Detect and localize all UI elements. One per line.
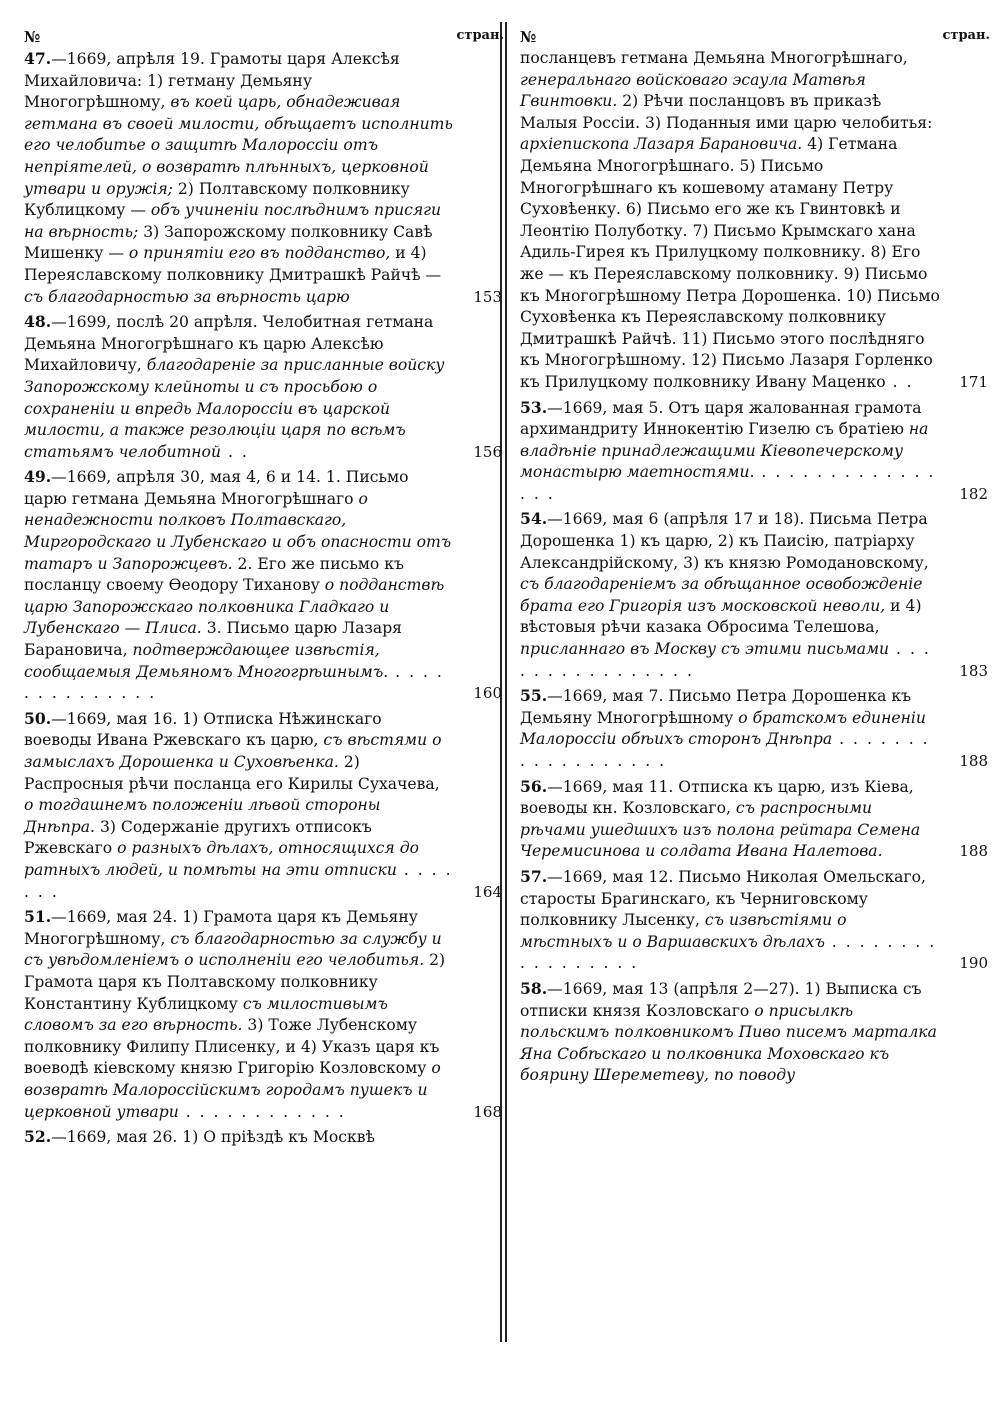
entry-summary: о тогдашнемъ положеніи лѣвой стороны Днѣпра.	[24, 796, 381, 836]
entry-summary: о разныхъ дѣлахъ, относящихся до ратныхъ людей, и помѣты на эти отписки	[24, 839, 419, 879]
entry-summary: съ извѣстіями о мѣстныхъ и о Варшавскихъ дѣлахъ	[520, 911, 847, 951]
entry-summary: подтверждающее извѣстія, сообщаемыя Демьяномъ Многогрѣшнымъ.	[24, 641, 389, 681]
right-column	[520, 28, 992, 1090]
entry-text: 3. Письмо царю Лазаря Барановича,	[24, 619, 403, 660]
entry-text: 3) Содержаніе другихъ отписокъ Ржевскаго	[24, 817, 372, 858]
leader-dots: . . . . . . . . . . . . . . . . . .	[520, 730, 930, 770]
entry-summary: съ вѣстями о замыслахъ Дорошенка и Суховѣенка.	[24, 731, 442, 771]
entry-summary: въ коей царь, обнадеживая гетмана въ своей милости, обѣщаетъ исполнить его челобитье о защитѣ Малороссіи отъ непріятелей, о возвратѣ плѣнныхъ, церковной утвари и оружія;	[24, 93, 453, 198]
left-column	[24, 28, 506, 1152]
entry-text: 3) Запорожскому полковнику Савѣ Мишенку —	[24, 222, 433, 263]
entry-summary: присланнаго въ Москву съ этими письмами	[520, 640, 890, 659]
page-number: 190	[959, 954, 988, 973]
toc-entry	[24, 311, 506, 463]
entry-text: —1669, мая 24. 1) Грамота царя къ Демьяну Многогрѣшному,	[24, 908, 418, 948]
entry-text: посланцевъ гетмана Демьяна Многогрѣшнаго,	[520, 49, 908, 67]
leader-dots: . .	[221, 442, 249, 461]
toc-entry	[24, 1126, 506, 1149]
entry-number: 55.	[520, 686, 548, 706]
entry-text: 4) Гетмана Демьяна Многогрѣшнаго. 5) Письмо Многогрѣшнаго къ кошевому атаману Петру Суховѣенку. 6) Письмо его же къ Гвинтовкѣ и Леонтію Полуботку. 7) Письмо Крымскаго хана Адиль-Гирея къ Прилуцкому полковнику. 8) Его же — къ Переяславскому полковнику. 9) Письмо къ Многогрѣшному Петра Дорошенка. 10) Письмо Суховѣенка къ Переяславскому полковнику Дмитрашкѣ Райчѣ. 11) Письмо этого послѣдняго къ Многогрѣшному. 12) Письмо Лазаря Горленко къ Прилуцкому полковнику Ивану Маценко	[520, 135, 940, 391]
entry-number: 57.	[520, 866, 548, 886]
toc-entry-continued	[520, 48, 992, 394]
entry-text: 2) Грамота царя къ Полтавскому полковнику Константину Кублицкому	[24, 951, 446, 1013]
entry-number: 47.	[24, 49, 52, 68]
entry-text: —1669, мая 16. 1) Отписка Нѣжинскаго воеводы Ивана Ржевскаго къ царю,	[24, 709, 382, 750]
toc-entry	[520, 397, 992, 506]
page-number: 156	[473, 442, 502, 461]
toc-entry	[520, 978, 992, 1087]
entry-number: 48.	[24, 312, 52, 332]
entry-text: 2) Полтавскому полковнику Кублицкому —	[24, 179, 410, 220]
entry-text: и 4) вѣстовыя рѣчи казака Обросима Телешова,	[520, 596, 922, 637]
entry-text: —1669, мая 5. Отъ царя жалованная грамота архимандриту Иннокентію Гизелю съ братіею	[520, 398, 922, 439]
entry-number: 56.	[520, 776, 548, 796]
entry-text: —1669, апрѣля 30, мая 4, 6 и 14. 1. Письмо царю гетмана Демьяна Многогрѣшнаго	[24, 468, 409, 508]
entry-summary: объ учиненіи послѣднимъ присяги на вѣрность;	[24, 201, 442, 241]
toc-entry	[520, 776, 992, 863]
leader-dots: . . . . . . . . . . . .	[178, 1102, 346, 1121]
entry-text: —1669, мая 6 (апрѣля 17 и 18). Письма Петра Дорошенка 1) къ царю, 2) къ Паисію, патріарху Александрійскому, 3) къ князю Ромодановскому,	[520, 510, 929, 572]
entry-number: 54.	[520, 509, 548, 529]
page-number: 188	[959, 842, 988, 861]
entry-summary: генеральнаго войсковаго эсаула Матвѣя Гвинтовки.	[520, 70, 866, 111]
entry-number: 49.	[24, 467, 52, 487]
entry-number: 51.	[24, 907, 52, 927]
entry-summary: о возвратѣ Малороссійскимъ городамъ пушекъ и церковной утвари	[24, 1059, 441, 1121]
page-number: 171	[959, 372, 988, 391]
entry-number: 50.	[24, 708, 52, 728]
entry-text: —1669, мая 7. Письмо Петра Дорошенка къ Демьяну Многогрѣшному	[520, 687, 911, 727]
page-number: 188	[959, 752, 988, 770]
entry-number: 58.	[520, 978, 548, 998]
page-number: 153	[473, 287, 502, 306]
page-number: 164	[473, 882, 502, 901]
entry-summary: съ благодареніемъ за обѣщанное освобожденіе брата его Григорія изъ московской неволи,	[520, 575, 923, 615]
page-heading: стран.	[942, 28, 990, 43]
leader-dots: . .	[885, 372, 914, 391]
toc-entry	[24, 48, 506, 308]
entry-text: 2. Его же письмо къ посланцу своему Ѳеодору Тиханову	[24, 554, 404, 595]
leader-dots: . . . . . . . . . . . . . . . .	[520, 463, 936, 503]
entry-summary: съ милостивымъ словомъ за его вѣрность.	[24, 994, 388, 1035]
toc-entry	[520, 508, 992, 682]
toc-entry	[24, 906, 506, 1123]
entry-summary: съ благодарностью за службу и съ увѣдомленіемъ о исполненіи его челобитья.	[24, 929, 442, 970]
entry-text: 3) Тоже Лубенскому полковнику Филипу Плисенку, и 4) Указъ царя къ воеводѣ кіевскому князю Григорію Козловскому	[24, 1016, 440, 1078]
entry-text: и 4) Переяславскому полковнику Дмитрашкѣ Райчѣ —	[24, 244, 442, 284]
entry-summary: благодареніе за присланные войску Запорожскому клейноты и съ просьбою о сохраненіи и впредь Малороссіи въ царской милости, а также резолюціи царя по всѣмъ статьямъ челобитной	[24, 356, 445, 461]
entry-text: —1669, мая 26. 1) О пріѣздѣ къ Москвѣ	[51, 1128, 375, 1147]
toc-entry	[520, 866, 992, 975]
entry-summary: о ненадежности полковъ Полтавскаго, Миргородскаго и Лубенскаго и объ опасности отъ татаръ и Запорожцевъ.	[24, 489, 452, 573]
entry-text: 2) Рѣчи посланцовъ въ приказѣ Малыя Россіи. 3) Поданныя ими царю челобитья:	[520, 92, 933, 132]
leader-dots: . . . . . . .	[24, 860, 453, 901]
entry-summary: о принятіи его въ подданство,	[128, 244, 391, 263]
page-number: 160	[473, 684, 502, 703]
leader-dots: . . . . . . . . . . . . . . . .	[520, 640, 931, 680]
number-heading: №	[520, 28, 537, 46]
page-number: 183	[959, 661, 988, 680]
entry-text: 2) Распросныя рѣчи посланца его Кирилы Сухачева,	[24, 753, 440, 793]
entry-summary: архіепископа Лазаря Барановича.	[520, 135, 803, 154]
column-header	[24, 28, 506, 48]
page-number: 182	[959, 484, 988, 503]
entry-text: —1669, мая 12. Письмо Николая Омельскаго, старосты Брагинскаго, къ Черниговскому полковнику Лысенку,	[520, 867, 926, 930]
toc-entry	[24, 708, 506, 903]
toc-entry	[520, 685, 992, 772]
entry-summary: о присылкѣ польскимъ полковникомъ Пиво писемъ марталка Яна Собѣскаго и полковника Моховскаго къ боярину Шереметеву, по поводу	[520, 1001, 937, 1085]
entry-summary: на владѣніе принадлежащими Кіевопечерскому монастырю маетностями.	[520, 420, 929, 482]
entry-number: 52.	[24, 1127, 52, 1147]
number-heading: №	[24, 28, 41, 46]
entry-summary: съ распросными рѣчами ушедшихъ изъ полона рейтара Семена Черемисинова и солдата Ивана Налетова.	[520, 799, 921, 861]
entry-summary: о подданствѣ царю Запорожскаго полковника Гладкаго и Лубенскаго — Плиса.	[24, 576, 445, 638]
entry-text: —1669, мая 13 (апрѣля 2—27). 1) Выписка съ отписки князя Козловскаго	[520, 979, 922, 1020]
toc-entry	[24, 466, 506, 705]
entry-text: —1699, послѣ 20 апрѣля. Челобитная гетмана Демьяна Многогрѣшнаго къ царю Алексѣю Михайловичу,	[24, 313, 434, 375]
page-number: 168	[473, 1102, 502, 1121]
entry-text: —1669, мая 11. Отписка къ царю, изъ Кіева, воеводы кн. Козловскаго,	[520, 777, 914, 818]
entry-number: 53.	[520, 397, 548, 417]
entry-summary: о братскомъ единеніи Малороссіи обѣихъ сторонъ Днѣпра	[520, 708, 926, 749]
leader-dots: . . . . . . . . . . . . . .	[24, 662, 444, 703]
page-heading: стран.	[456, 28, 504, 43]
leader-dots: . . . . . . . . . . . . . . . . .	[520, 932, 937, 973]
entry-text: —1669, апрѣля 19. Грамоты царя Алексѣя Михайловича: 1) гетману Демьяну Многогрѣшному,	[24, 50, 400, 112]
entry-summary: съ благодарностью за вѣрность царю	[24, 287, 350, 306]
column-header	[520, 28, 992, 48]
